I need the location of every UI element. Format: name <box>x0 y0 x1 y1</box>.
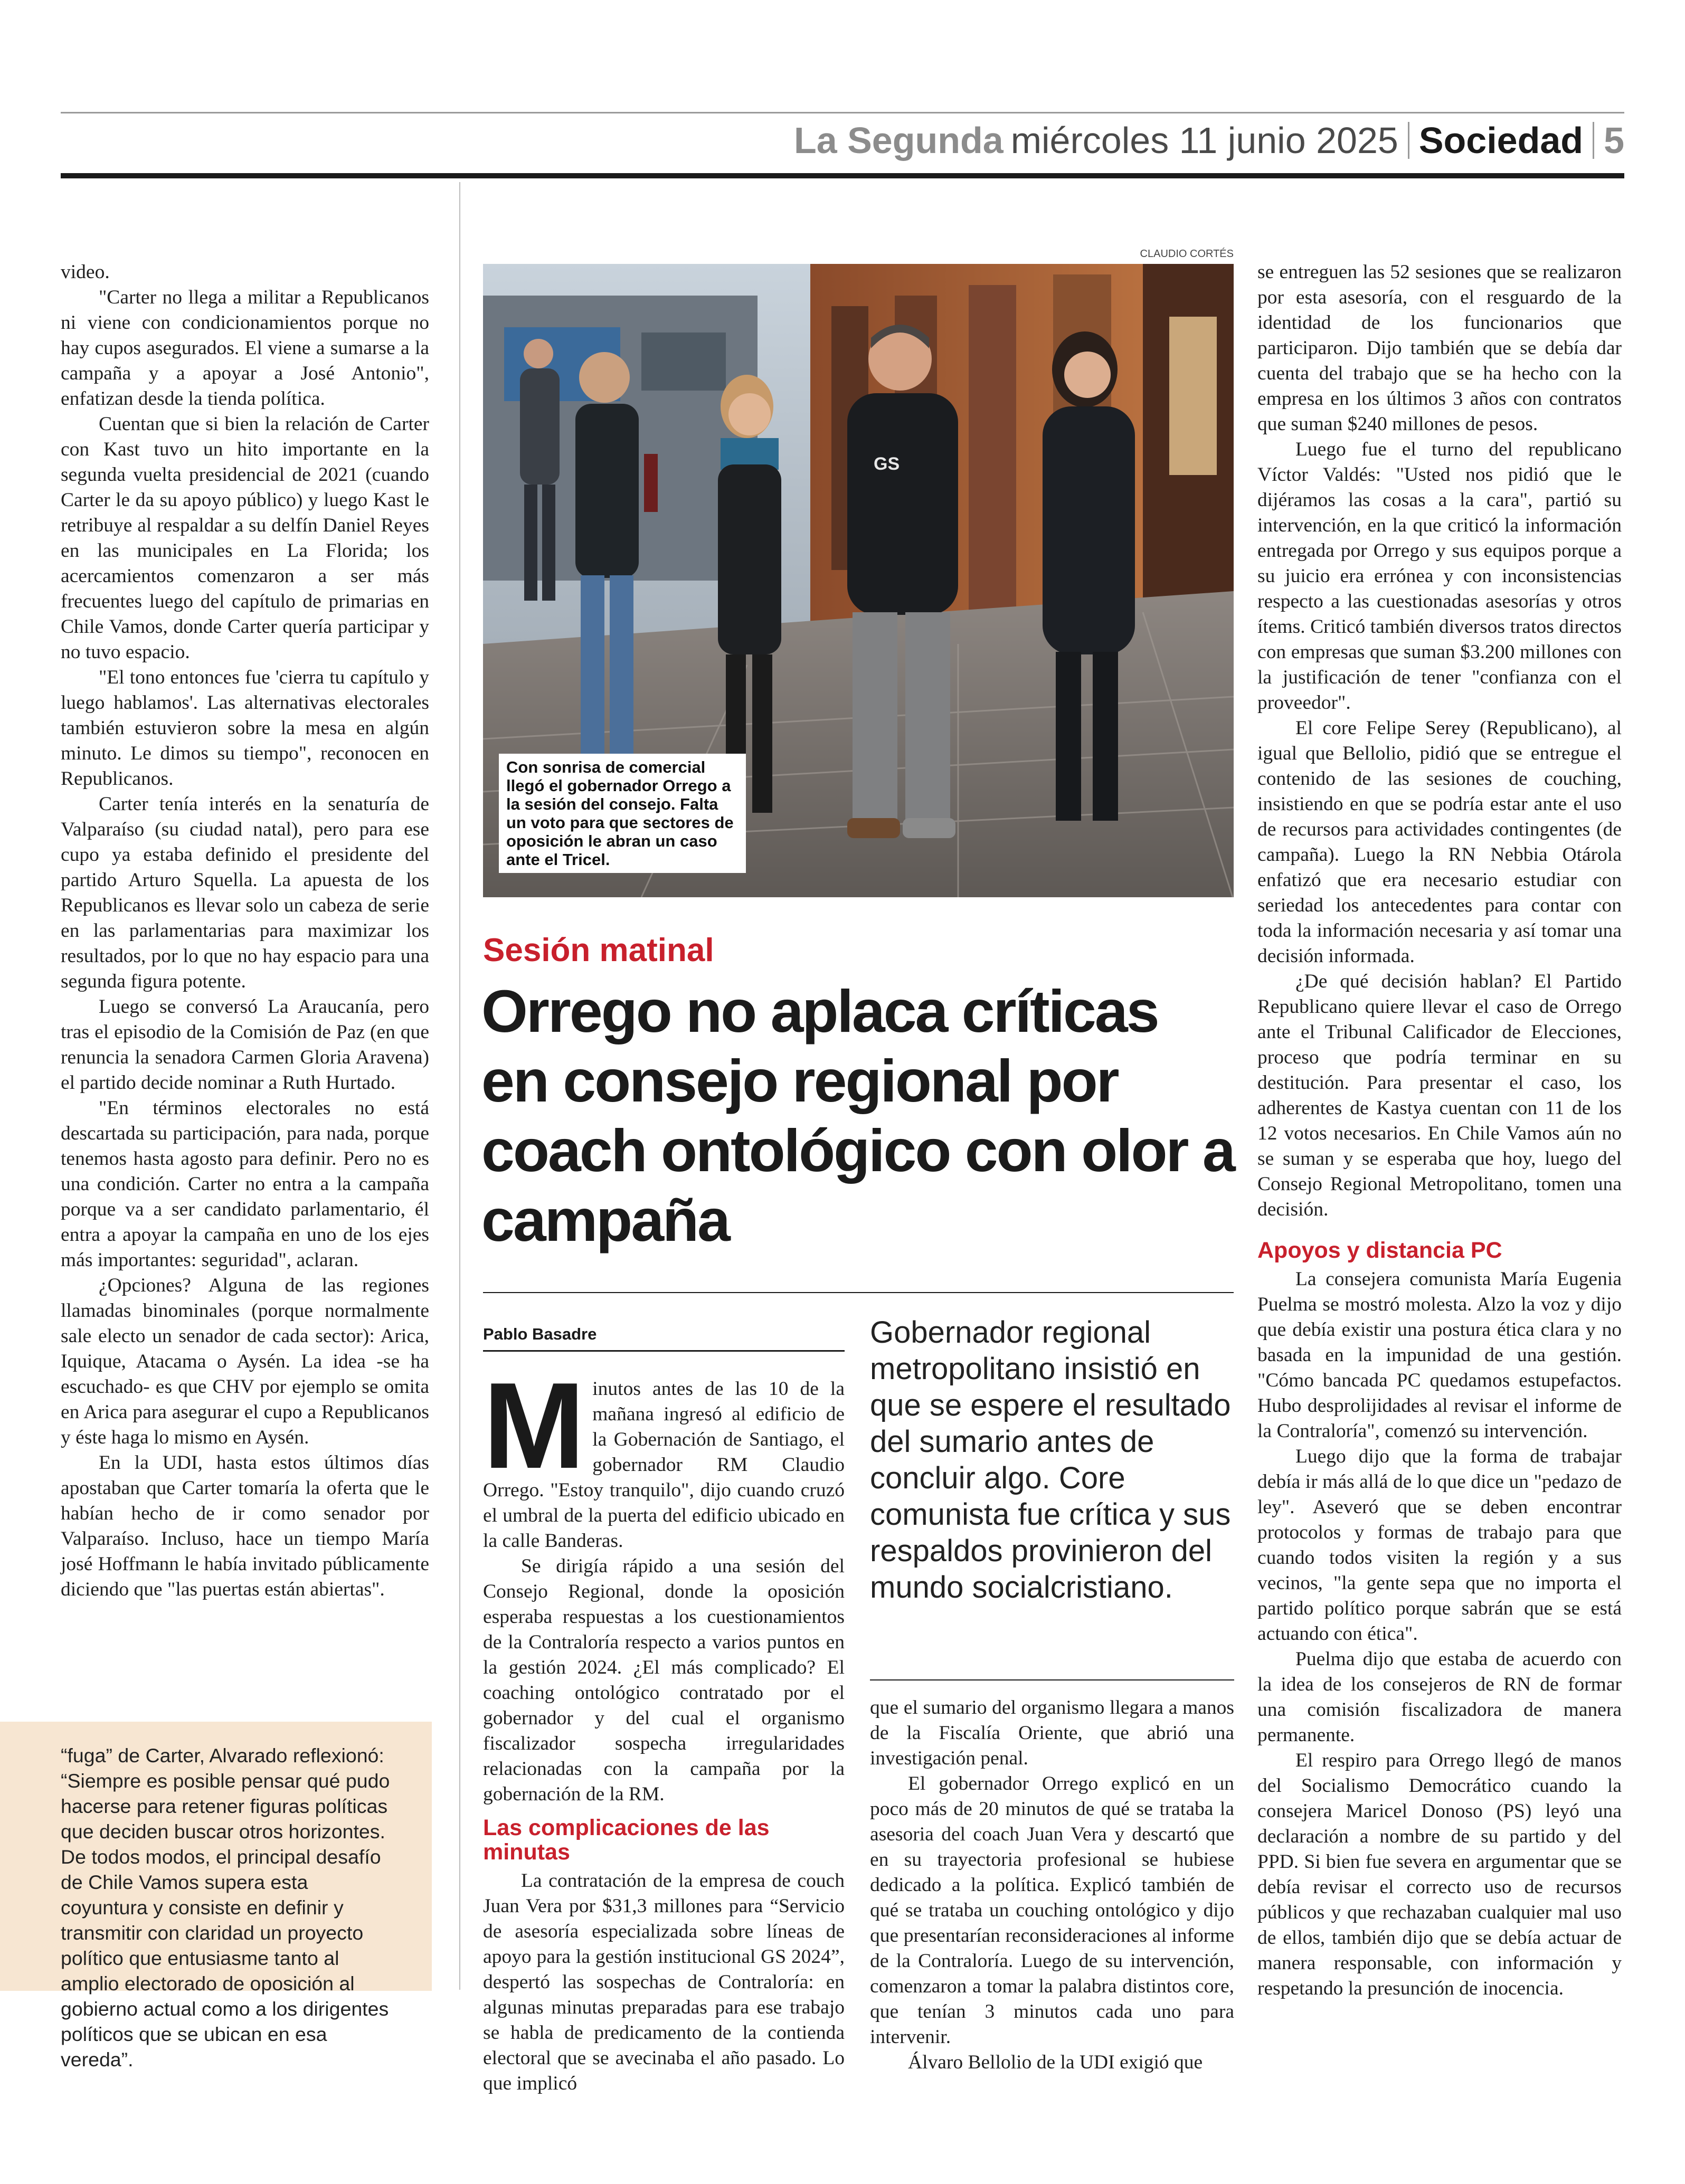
column-article-2 <box>870 1695 1234 2075</box>
paragraph: se entreguen las 52 sesiones que se realizaron por esta asesoría, con el resguardo de la identidad de los funcionarios que participaron. Dijo también que se debía dar cuenta del trabajo que se ha hecho con la empresa en los últimos 3 años con contratos que suman $240 millones de pesos. <box>1257 261 1622 435</box>
paragraph: Carter tenía interés en la senaturía de Valparaíso (su ciudad natal), pero para ese cupo ya estaba definido el presidente del partido Arturo Squella. La apuesta de los Republicanos es llevar solo un cabeza de serie en las parlamentarias para maximizar los resultados, por lo que no hay espacio para una segunda figura potente. <box>61 793 429 992</box>
paragraph: El core Felipe Serey (Republicano), al igual que Bellolio, pidió que se entregue el contenido de las sesiones de couching, insistiendo en que se podría estar ante el uso de recursos para actividades contingentes (de campaña). Luego la RN Nebbia Otárola enfatizó que era necesario estudiar con seriedad los antecedentes para contar con toda la información necesaria y así tomar una decisión informada. <box>1257 717 1622 967</box>
pull-quote: Gobernador regional metropolitano insistió en que se espere el resultado del sumario antes de concluir algo. Core comunista fue crítica y sus respaldos provinieron del mundo socialcristiano. <box>870 1315 1231 1604</box>
paragraph: ¿Opciones? Alguna de las regiones llamadas binominales (porque normalmente sale electo un senador de cada sector): Arica, Iquique, Atacama o Aysén. La idea -se ha escuchado- es que CHV por ejemplo se omita en Arica para asegurar el cupo a Republicanos y éste haga lo mismo en Aysén. <box>61 1275 429 1448</box>
paragraph: El respiro para Orrego llegó de manos del Socialismo Democrático cuando la consejera Maricel Donoso (PS) leyó una declaración a nombre de su partido y del PPD. Si bien fue severa en argumentar que se debía revisar el correcto uso de recursos públicos y que rechazaban cualquier mal uso de ellos, también dijo que se debía actuar de manera responsable, con información y respetando la presunción de inocencia. <box>1257 1750 1622 1999</box>
kicker: Sesión matinal <box>483 932 714 968</box>
page-header <box>794 115 1624 165</box>
paragraph: Luego se conversó La Araucanía, pero tras el episodio de la Comisión de Paz (en que renuncia la senadora Carmen Gloria Aravena) el partido decide nominar a Ruth Hurtado. <box>61 996 429 1094</box>
drop-cap: M <box>483 1357 585 1494</box>
paragraph: Puelma dijo que estaba de acuerdo con la idea de los consejeros de RN de formar una comisión fiscalizadora de manera permanente. <box>1257 1648 1622 1746</box>
photo-credit: CLAUDIO CORTÉS <box>1140 248 1234 260</box>
subhead: Las complicaciones de las minutas <box>483 1815 770 1865</box>
paragraph: que el sumario del organismo llegara a manos de la Fiscalía Oriente, que abrió una investigación penal. <box>870 1697 1234 1769</box>
issue-date: miércoles 11 junio 2025 <box>1010 119 1398 161</box>
paragraph: "En términos electorales no está descartada su participación, para nada, porque tenemos hasta agosto para definir. Pero no es una condición. Carter no entra a la campaña porque va a ser candidato parlamentario, él entra a apoyar la campaña en uno de los ejes más importantes: seguridad", aclaran. <box>61 1097 429 1271</box>
byline: Pablo Basadre <box>483 1325 597 1343</box>
pull-quote-rule <box>870 1679 1234 1680</box>
column-left <box>61 260 429 1602</box>
page-number: 5 <box>1604 119 1624 161</box>
paragraph: "El tono entonces fue 'cierra tu capítulo y luego hablamos'. Las alternativas electorales también estuvieron sobre la mesa en algún minuto. Le dimos su tiempo", reconocen en Republicanos. <box>61 667 429 790</box>
jacket-logo: GS <box>874 454 900 474</box>
headline-rule <box>483 1292 1234 1293</box>
paragraph: Luego dijo que la forma de trabajar debía ir más allá de lo que dice un "pedazo de ley". Aseveró que se deben encontrar protocolos y formas de trabajo para que cuando todos visiten la región y a sus vecinos, "la gente sepa que no importa el partido político porque sabrán que se está actuando con ética". <box>1257 1446 1622 1645</box>
newspaper-name: La Segunda <box>793 119 1004 161</box>
sidebar-text: “fuga” de Carter, Alvarado reflexionó: “Siempre es posible pensar qué pudo hacerse para retener figuras políticas que deciden buscar otros horizontes. De todos modos, el principal desafío de Chile Vamos supera esta coyuntura y consiste en definir y transmitir con claridad un proyecto político que entusiasme tanto al amplio electorado de oposición al gobierno actual como a los dirigentes políticos que se ubican en esa vereda”. <box>61 1744 390 2071</box>
paragraph: La contratación de la empresa de couch Juan Vera por $31,3 millones para “Servicio de asesoría especializada sobre líneas de apoyo para la gestión institucional GS 2024”, despertó las sospechas de Contraloría: en algunas minutas preparadas para ese trabajo se habla de predicamento de la contienda electoral que se avecinaba el año pasado. Lo que implicó <box>483 1870 845 2094</box>
paragraph: video. <box>61 261 110 283</box>
headline: Orrego no aplaca críticas en consejo regional por coach ontológico con olor a campaña <box>481 978 1234 1254</box>
header-divider <box>1408 122 1409 159</box>
section-name: Sociedad <box>1418 119 1584 161</box>
header-rule <box>61 173 1624 178</box>
column-right <box>1257 260 1622 2001</box>
header-divider <box>1593 122 1594 159</box>
byline-rule <box>483 1350 845 1352</box>
lead-text: inutos antes de las 10 de la mañana ingresó al edificio de la Gobernación de Santiago, el gobernador RM Claudio Orrego. "Estoy tranquilo", dijo cuando cruzó el umbral de la puerta del edificio ubicado en la calle Banderas. <box>483 1378 845 1552</box>
paragraph: Luego fue el turno del republicano Víctor Valdés: "Usted nos pidió que le dijéramos las cosas a la cara", partió su intervención, en la que criticó la información entregada por Orrego y sus equipos porque a su juicio era errónea y con inconsistencias respecto a las cuestionadas asesorías y otros ítems. Criticó también diversos tratos directos con empresas que suman $3.200 millones con la justificación de tener "confianza con el proveedor". <box>1257 439 1622 714</box>
paragraph: El gobernador Orrego explicó en un poco más de 20 minutos de qué se trataba la asesoria del coach Juan Vera y descartó que en su trayectoria profesional se hubiese dedicado a la política. Explicó también de qué se trataba un couching ontológico y dijo que presentarían reconsideraciones al informe de la Contraloría. Luego de su intervención, comenzaron a tomar la palabra distintos core, que tenían 3 minutos cada uno para intervenir. <box>870 1773 1234 2048</box>
sidebar-box <box>0 1722 432 2071</box>
column-divider <box>459 182 460 1990</box>
paragraph: ¿De qué decisión hablan? El Partido Republicano quiere llevar el caso de Orrego ante el Tribunal Calificador de Elecciones, proceso que podría terminar en su destitución. Para presentar el caso, los adherentes de Kastya cuentan con 11 de los 12 votos necesarios. En Chile Vamos aún no se suman y se esperaba que hoy, luego del Consejo Regional Metropolitano, tomen una decisión. <box>1257 971 1622 1220</box>
photo-caption: Con sonrisa de comercial llegó el gobernador Orrego a la sesión del consejo. Falta un voto para que sectores de oposición le abran un caso ante el Tricel. <box>499 754 746 873</box>
paragraph: En la UDI, hasta estos últimos días apostaban que Carter tomaría la oferta que le habían hecho de ir como senador por Valparaíso. Incluso, hace un tiempo María josé Hoffmann le había invitado públicamente diciendo que "las puertas están abiertas". <box>61 1452 429 1600</box>
lead-paragraph <box>483 1357 845 1554</box>
paragraph: Álvaro Bellolio de la UDI exigió que <box>908 2052 1203 2073</box>
paragraph: Se dirigía rápido a una sesión del Consejo Regional, donde la oposición esperaba respuestas a los cuestionamientos de la Contraloría respecto a varios puntos en la gestión 2024. ¿El más complicado? El coaching ontológico contratado por el gobernador y del cual el organismo fiscalizador sospecha irregularidades relacionadas con la campaña por la gobernación de la RM. <box>483 1555 845 1805</box>
column-article-1 <box>483 1357 845 2096</box>
paragraph: "Carter no llega a militar a Republicanos ni viene con condicionamientos porque no hay cupos asegurados. El viene a sumarse a la campaña y a apoyar a José Antonio", enfatizan desde la tienda política. <box>61 287 429 410</box>
top-rule <box>61 112 1624 113</box>
paragraph: La consejera comunista María Eugenia Puelma se mostró molesta. Alzo la voz y dijo que debía existir una postura ética clara y no basada en la impunidad de una gestión. "Cómo bancada PC quedamos estupefactos. Hubo desprolijidades al revisar el informe de la Contraloría", comenzó su intervención. <box>1257 1268 1622 1442</box>
subhead: Apoyos y distancia PC <box>1257 1238 1502 1263</box>
paragraph: Cuentan que si bien la relación de Carter con Kast tuvo un hito importante en la segunda vuelta presidencial de 2021 (cuando Carter le da su apoyo público) y luego Kast le retribuye al respaldar a su delfín Daniel Reyes en las municipales en La Florida; los acercamientos comenzaron a ser más frecuentes luego del capítulo de primarias en Chile Vamos, donde Carter quería participar y no tuvo espacio. <box>61 413 429 663</box>
